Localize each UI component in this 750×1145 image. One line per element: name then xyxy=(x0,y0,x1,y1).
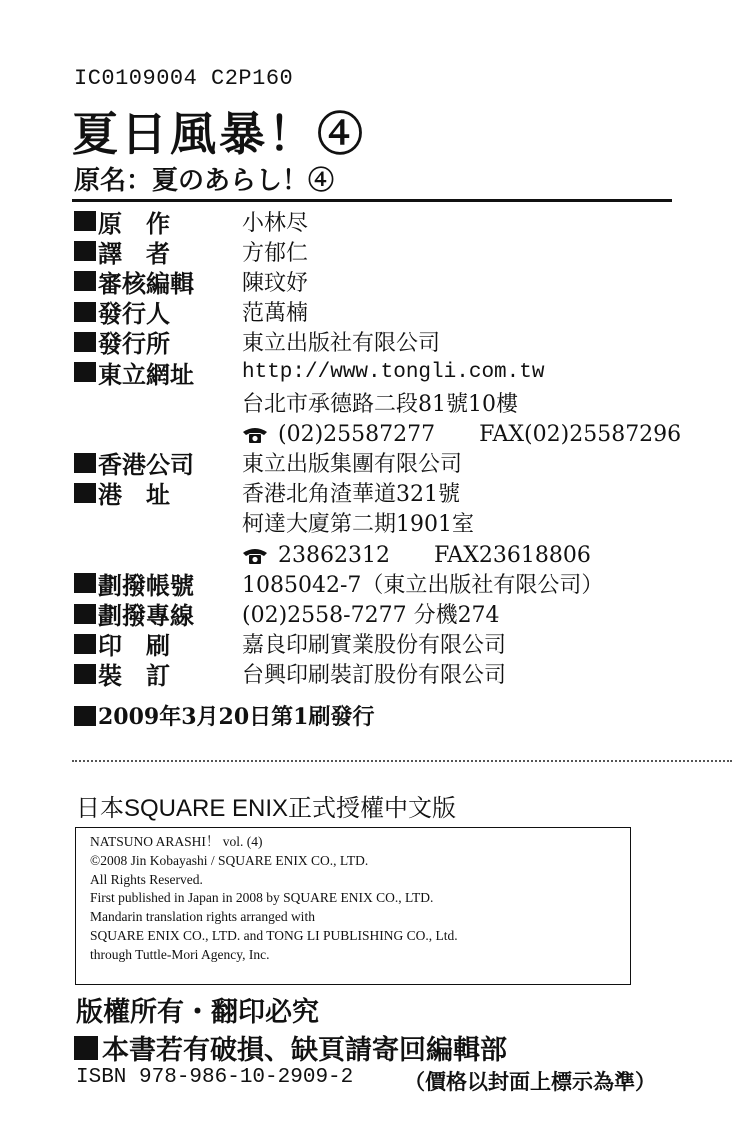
rights-reserved: 版權所有・翻印必究 xyxy=(76,997,319,1028)
colophon-label-text: 東立網址 xyxy=(98,359,194,389)
copyright-box xyxy=(75,827,631,985)
copyright-line: Mandarin translation rights arranged with xyxy=(90,909,315,925)
colophon-row xyxy=(74,206,694,236)
colophon-label xyxy=(74,475,242,510)
bullet-square-icon xyxy=(74,241,96,261)
colophon-row xyxy=(74,478,694,508)
colophon-value-text: (02)25587277 FAX(02)25587296 xyxy=(278,421,682,447)
colophon-value-text: 陳玟妤 xyxy=(242,270,309,296)
copyright-line: NATSUNO ARASHI！ vol. (4) xyxy=(90,834,263,849)
bullet-square-icon xyxy=(74,332,96,352)
bullet-square-icon xyxy=(74,1036,98,1060)
colophon-label-text: 裝 訂 xyxy=(98,661,170,691)
colophon-value xyxy=(242,628,506,659)
colophon-label-text: 譯 者 xyxy=(98,238,170,268)
colophon-label-text: 劃撥專線 xyxy=(98,601,194,631)
colophon-value-text: 小林尽 xyxy=(242,210,309,236)
colophon-value xyxy=(242,236,308,267)
colophon-row xyxy=(74,448,694,478)
colophon-value-text: 23862312 FAX23618806 xyxy=(278,542,591,568)
colophon-table xyxy=(74,206,694,689)
colophon-label-text: 香港公司 xyxy=(98,450,194,480)
telephone-icon xyxy=(242,547,268,565)
colophon-row xyxy=(74,327,694,357)
bullet-square-icon xyxy=(74,453,96,473)
colophon-value xyxy=(242,387,518,418)
colophon-value xyxy=(242,417,681,448)
copyright-line: SQUARE ENIX CO., LTD. and TONG LI PUBLISHING CO., Ltd. xyxy=(90,927,458,943)
original-title: 原名：夏のあらし！④ xyxy=(74,166,335,196)
colophon-value xyxy=(242,477,460,508)
title-divider xyxy=(72,199,672,202)
colophon-value xyxy=(242,361,544,384)
colophon-row xyxy=(74,297,694,327)
colophon-label-text: 劃撥帳號 xyxy=(98,570,194,600)
colophon-row xyxy=(74,538,694,568)
bullet-square-icon xyxy=(74,634,96,654)
colophon-value xyxy=(242,296,308,327)
colophon-row xyxy=(74,357,694,387)
price-note: （價格以封面上標示為準） xyxy=(404,1069,656,1094)
colophon-value xyxy=(242,507,474,538)
colophon-value-text: 東立出版社有限公司 xyxy=(242,331,441,357)
colophon-row xyxy=(74,387,694,417)
copyright-line: First published in Japan in 2008 by SQUARE ENIX CO., LTD. xyxy=(90,890,434,906)
isbn: ISBN 978-986-10-2909-2 xyxy=(76,1066,354,1089)
colophon-row xyxy=(74,659,694,689)
colophon-row xyxy=(74,629,694,659)
dotted-divider xyxy=(72,760,732,762)
colophon-value xyxy=(242,598,500,629)
colophon-value xyxy=(242,447,462,478)
print-date xyxy=(74,700,374,731)
colophon-value-text: 東立出版集團有限公司 xyxy=(242,452,463,478)
bullet-square-icon xyxy=(74,362,96,382)
damage-notice xyxy=(74,1028,507,1067)
colophon-value-text: 嘉良印刷實業股份有限公司 xyxy=(242,633,507,659)
license-line: 日本SQUARE ENIX正式授權中文版 xyxy=(76,795,457,822)
colophon-row xyxy=(74,236,694,266)
book-title: 夏日風暴！④ xyxy=(72,107,366,161)
telephone-icon xyxy=(242,426,268,444)
colophon-value xyxy=(242,538,591,569)
bullet-square-icon xyxy=(74,664,96,684)
print-date-text: 2009年3月20日第1刷發行 xyxy=(98,704,375,730)
colophon-label-text: 原 作 xyxy=(98,208,170,238)
colophon-value xyxy=(242,206,308,237)
colophon-value xyxy=(242,658,506,689)
copyright-line: All Rights Reserved. xyxy=(90,871,203,887)
bullet-square-icon xyxy=(74,483,96,503)
colophon-label-text: 港 址 xyxy=(98,480,170,510)
colophon-label-text: 發行人 xyxy=(98,299,170,329)
copyright-line: through Tuttle-Mori Agency, Inc. xyxy=(90,946,270,962)
bullet-square-icon xyxy=(74,706,96,726)
colophon-value-text: 香港北角渣華道321號 xyxy=(242,482,460,508)
colophon-label xyxy=(74,355,242,390)
damage-notice-text: 本書若有破損、缺頁請寄回編輯部 xyxy=(102,1035,507,1066)
colophon-value-text: 1085042-7（東立出版社有限公司） xyxy=(242,572,604,598)
colophon-value xyxy=(242,568,603,599)
bullet-square-icon xyxy=(74,604,96,624)
catalog-code: IC0109004 C2P160 xyxy=(74,66,294,91)
bullet-square-icon xyxy=(74,573,96,593)
bullet-square-icon xyxy=(74,302,96,322)
bullet-square-icon xyxy=(74,211,96,231)
colophon-label-text: 審核編輯 xyxy=(98,268,194,298)
colophon-row xyxy=(74,508,694,538)
colophon-value-text: 范萬楠 xyxy=(242,301,309,327)
bullet-square-icon xyxy=(74,271,96,291)
colophon-label-text: 發行所 xyxy=(98,329,170,359)
copyright-line: ©2008 Jin Kobayashi / SQUARE ENIX CO., LTD. xyxy=(90,852,369,868)
colophon-value xyxy=(242,266,308,297)
colophon-value-text: 台北市承德路二段81號10樓 xyxy=(242,391,518,417)
colophon-value xyxy=(242,326,440,357)
colophon-row xyxy=(74,266,694,296)
colophon-label xyxy=(74,656,242,691)
colophon-row xyxy=(74,568,694,598)
colophon-value-text: 台興印刷裝訂股份有限公司 xyxy=(242,663,507,689)
colophon-label-text: 印 刷 xyxy=(98,631,170,661)
colophon-value-text: http://www.tongli.com.tw xyxy=(242,360,545,384)
colophon-value-text: 方郁仁 xyxy=(242,240,309,266)
colophon-row xyxy=(74,417,694,447)
colophon-row xyxy=(74,598,694,631)
colophon-value-text: (02)2558-7277 分機274 xyxy=(242,603,500,629)
colophon-value-text: 柯達大廈第二期1901室 xyxy=(242,512,474,538)
